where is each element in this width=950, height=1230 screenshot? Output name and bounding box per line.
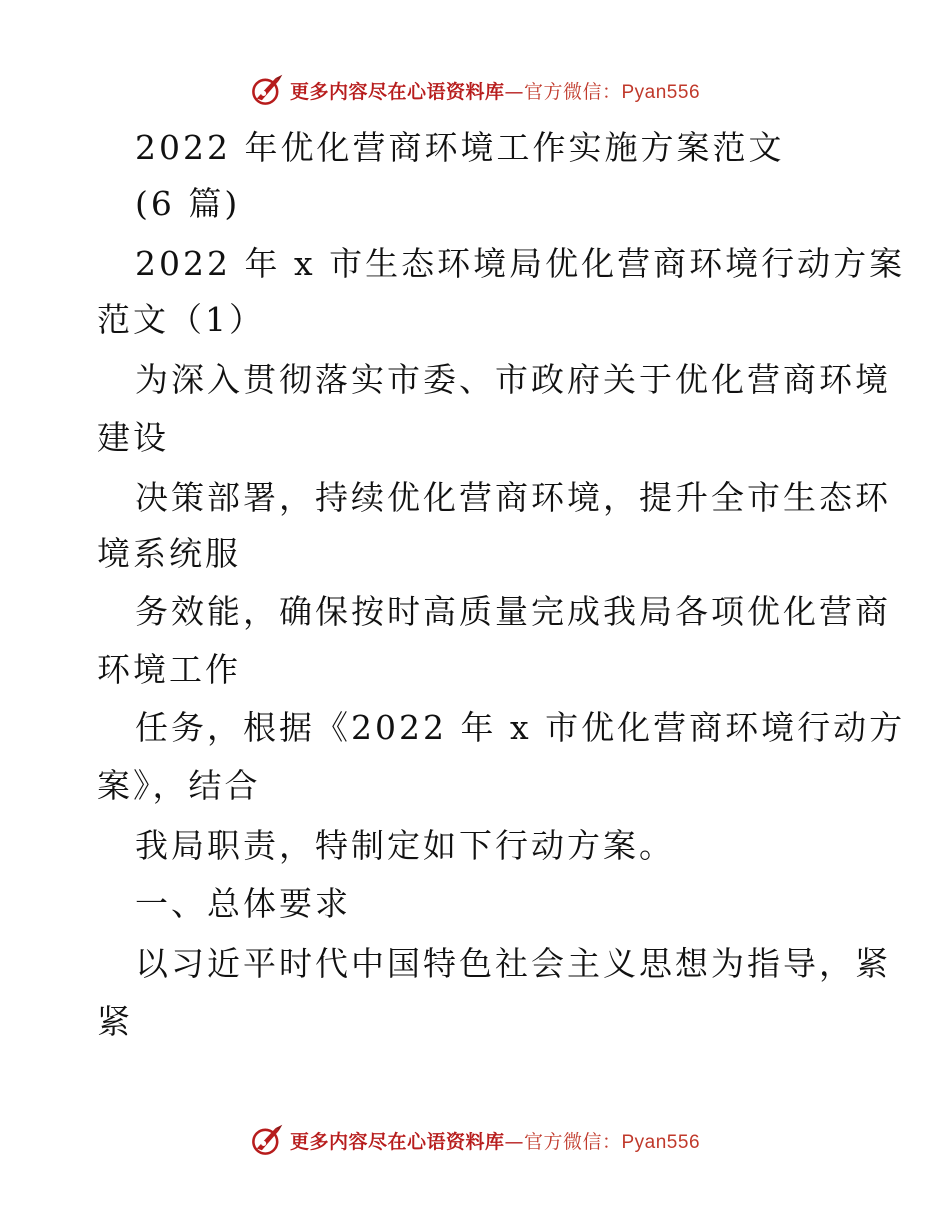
banner-dash: — [504,80,524,103]
banner-dash: — [504,1130,524,1153]
paragraph-line: 紧 [97,1002,133,1041]
paragraph-line: 案》，结合 [97,766,261,805]
banner-wechat-id: Pyan556 [621,1131,701,1153]
paragraph-line: 以习近平时代中国特色社会主义思想为指导，紧 [135,944,891,983]
doc-subtitle: 2022 年 x 市生态环境局优化营商环境行动方案 [135,244,906,283]
doc-title-count: (6 篇) [135,184,241,223]
paragraph-line: 我局职责，特制定如下行动方案。 [135,826,675,865]
paragraph-line: 环境工作 [97,650,241,689]
paragraph-line: 务效能，确保按时高质量完成我局各项优化营商 [135,592,891,631]
banner-main-text: 更多内容尽在心语资料库 [289,1130,505,1153]
doc-title: 2022 年优化营商环境工作实施方案范文 [135,128,785,167]
footer-banner [0,1120,950,1160]
header-banner [0,70,950,110]
paragraph-line: 决策部署，持续优化营商环境，提升全市生态环 [135,478,891,517]
banner-main-text: 更多内容尽在心语资料库 [289,80,505,103]
banner-wechat-id: Pyan556 [621,81,701,103]
banner-text [290,1127,700,1154]
paragraph-line: 为深入贯彻落实市委、市政府关于优化营商环境 [135,360,891,399]
banner-wechat-label: 官方微信： [523,1130,622,1153]
quill-pen-logo [250,1123,284,1157]
doc-subtitle-cont: 范文（1） [97,300,265,339]
paragraph-line: 建设 [97,418,169,457]
paragraph-line: 任务，根据《2022 年 x 市优化营商环境行动方 [135,708,906,747]
quill-pen-logo [250,73,284,107]
paragraph-line: 境系统服 [97,534,241,573]
banner-wechat-label: 官方微信： [523,80,622,103]
section-heading: 一、总体要求 [135,884,351,923]
banner-text [290,77,700,104]
